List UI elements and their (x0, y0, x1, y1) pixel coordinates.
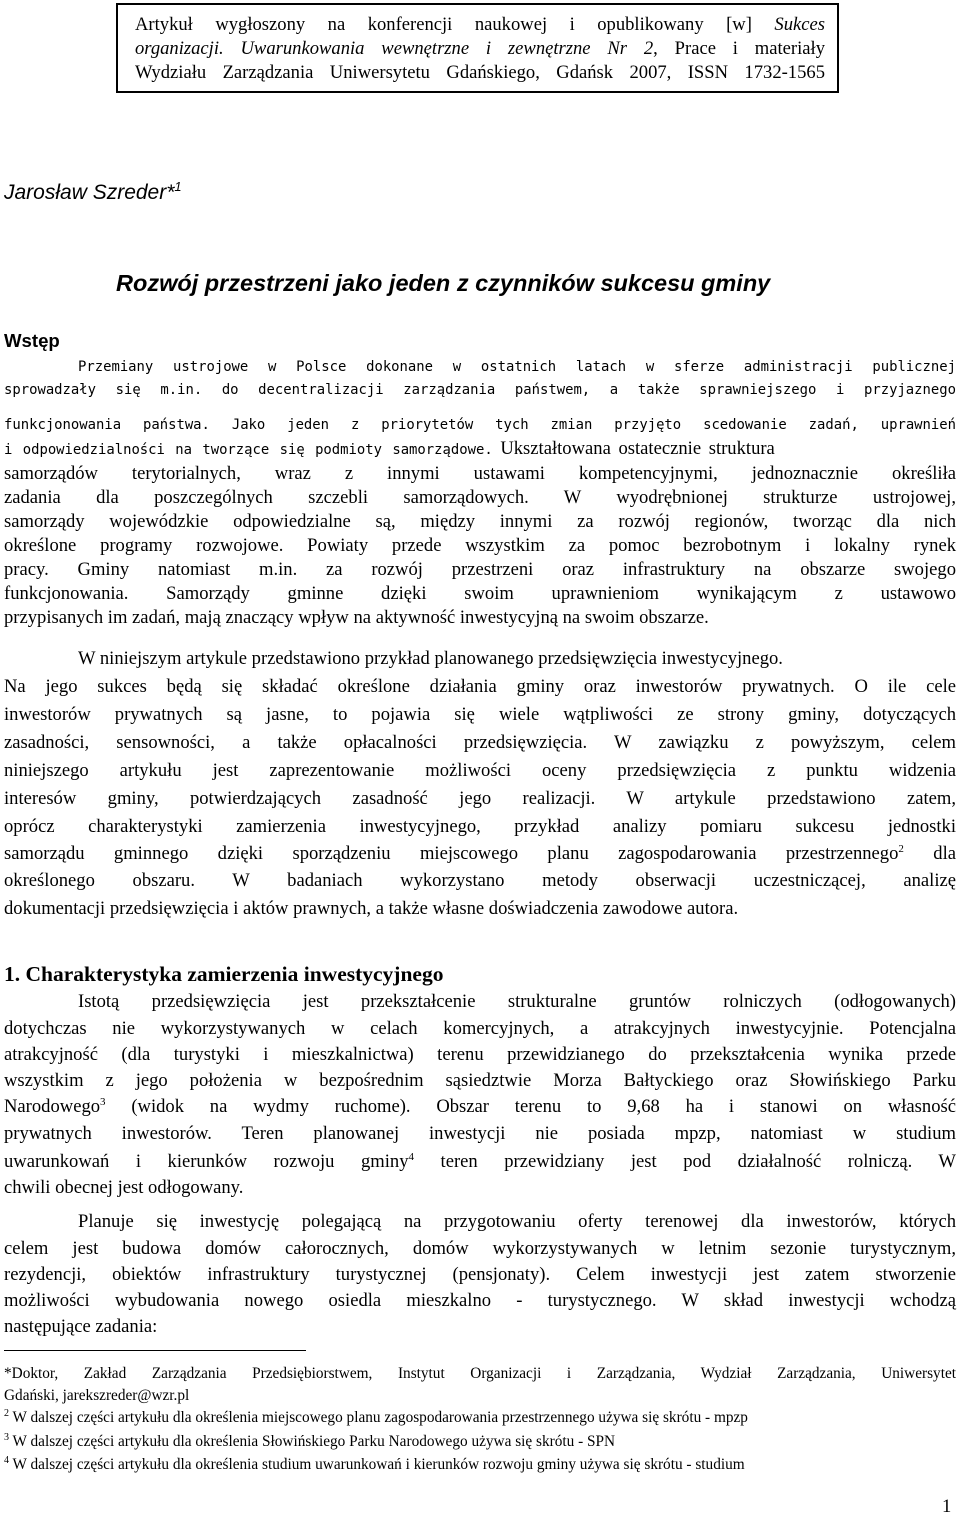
body-line (4, 1095, 956, 1119)
footnote-2 (4, 1408, 748, 1428)
publication-note-italic: Sukces (774, 14, 825, 35)
intro-line (4, 437, 956, 462)
publication-note-italic: organizacji. Uwarunkowania wewnętrzne i zewnętrzne Nr 2 (135, 38, 654, 59)
paper-title: Rozwój przestrzeni jako jeden z czynników sukcesu gminy (116, 270, 771, 296)
body-line (4, 1150, 956, 1174)
intro-line: pracy. Gminy natomiast m.in. za rozwój przestrzeni oraz infrastruktury na obszarze swojego (4, 559, 956, 580)
body-line: celem jest budowa domów całorocznych, domów wykorzystywanych w letnim sezonie turystycznym, (4, 1238, 956, 1259)
publication-note-line-2 (135, 37, 825, 61)
body-text: dla (903, 843, 957, 864)
footnote-4 (4, 1455, 745, 1475)
publication-note-text: Artykuł wygłoszony na konferencji naukowej i opublikowany [w] (135, 14, 775, 35)
body-line: zasadności, sensowności, a także opłacalności przedsięwzięcia. W zawiązku z powyższym, celem (4, 732, 956, 753)
footnote-number: 4 (4, 1455, 9, 1466)
intro-line: funkcjonowania państwa. Jako jeden z priorytetów tych zmian przyjęto scedowanie zadań, uprawnień (4, 417, 956, 433)
body-line: W niniejszym artykule przedstawiono przykład planowanego przedsięwzięcia inwestycyjnego. (78, 648, 783, 669)
footnote-author: *Doktor, Zakład Zarządzania Przedsiębiorstwem, Instytut Organizacji i Zarządzania, Wydział Zarządzania, Uniwersytet (4, 1365, 956, 1382)
footnote-marker: 2 (898, 843, 904, 855)
body-line: dokumentacji przedsięwzięcia i aktów prawnych, a także własne doświadczenia zawodowe autora. (4, 898, 739, 919)
body-text: samorządu gminnego dzięki sporządzeniu miejscowego planu zagospodarowania przestrzennego (4, 843, 899, 864)
body-line: możliwości wybudowania nowego osiedla mieszkalno - turystycznego. W skład inwestycji wchodzą (4, 1290, 956, 1311)
intro-line: Przemiany ustrojowe w Polsce dokonane w ostatnich latach w sferze administracji publicznej (78, 359, 956, 375)
body-line: oprócz charakterystyki zamierzenia inwestycyjnego, przykład analizy pomiaru sukcesu jednostki (4, 816, 956, 837)
body-text: Narodowego (4, 1096, 101, 1117)
intro-line: określone programy rozwojowe. Powiaty przede wszystkim za pomoc bezrobotnym i lokalny rynek (4, 535, 956, 556)
publication-note-line-1 (135, 13, 825, 37)
body-text: teren przewidziany jest pod działalność rolniczą. W (414, 1151, 956, 1172)
body-line: prywatnych inwestorów. Teren planowanej inwestycji nie posiada mpzp, natomiast w studium (4, 1123, 956, 1144)
intro-mono-text: i odpowiedzialności na tworzące się podmioty samorządowe. (4, 442, 493, 458)
author-name (4, 178, 182, 208)
intro-line: samorządy wojewódzkie odpowiedzialne są, między innymi za rozwój regionów, tworząc dla nich (4, 511, 956, 532)
footnote-marker: 3 (100, 1096, 106, 1108)
intro-line: samorządów terytorialnych, wraz z innymi ustawami kompetencyjnymi, jednoznacznie określiła (4, 463, 956, 484)
publication-note-text: , Prace i materiały (653, 38, 825, 59)
intro-line: sprowadzały się m.in. do decentralizacji zarządzania państwem, a także sprawniejszego i przyjaznego (4, 382, 956, 398)
author-name-text: Jarosław Szreder* (4, 181, 175, 204)
body-text: (widok na wydmy ruchome). Obszar terenu to 9,68 ha i stanowi on własność (105, 1096, 956, 1117)
body-line: interesów gminy, potwierdzających zasadność jego realizacji. W artykule przedstawiono zatem, (4, 788, 956, 809)
footnote-separator (4, 1350, 306, 1351)
footnote-text: W dalszej części artykułu dla określenia Słowińskiego Parku Narodowego używa się skrótu - SPN (9, 1433, 616, 1450)
body-line: wszystkim z jego położenia w bezpośrednim sąsiedztwie Morza Bałtyckiego oraz Słowińskiego Parku (4, 1070, 956, 1091)
body-line: atrakcyjność (dla turystyki i mieszkalnictwa) terenu przewidzianego do przekształcenia wynika przede (4, 1044, 956, 1065)
footnote-number: 3 (4, 1432, 9, 1443)
intro-serif-text: Ukształtowana ostatecznie struktura (492, 438, 775, 459)
footnote-number: 2 (4, 1408, 9, 1419)
body-line: następujące zadania: (4, 1316, 158, 1337)
footnote-marker: 4 (408, 1151, 415, 1163)
footnote-text: W dalszej części artykułu dla określenia studium uwarunkowań i kierunków rozwoju gminy używa się skrótu - studium (9, 1456, 745, 1473)
body-line: Na jego sukces będą się składać określone działania gminy oraz inwestorów prywatnych. O ile cele (4, 676, 956, 697)
section-heading-intro: Wstęp (4, 330, 60, 351)
intro-line: zadania dla poszczególnych szczebli samorządowych. W wyodrębnionej strukturze ustrojowej, (4, 487, 956, 508)
body-line: chwili obecnej jest odłogowany. (4, 1177, 244, 1198)
intro-line: funkcjonowania. Samorządy gminne dzięki swoim uprawnieniom wynikającym z ustawowo (4, 583, 956, 604)
section-heading-1: 1. Charakterystyka zamierzenia inwestycyjnego (4, 962, 444, 986)
body-line: inwestorów prywatnych są jasne, to pojawia się wiele wątpliwości ze strony gminy, dotyczących (4, 704, 956, 725)
body-line (4, 842, 956, 866)
body-line: Planuje się inwestycję polegającą na przygotowaniu oferty terenowej dla inwestorów, których (78, 1211, 956, 1232)
footnote-3 (4, 1432, 615, 1452)
body-line: rezydencji, obiektów infrastruktury turystycznej (pensjonaty). Celem inwestycji jest zatem stworzenie (4, 1264, 956, 1285)
body-line: niniejszego artykułu jest zaprezentowanie możliwości oceny przedsięwzięcia z punktu widzenia (4, 760, 956, 781)
footnote-author-cont: Gdański, jarekszreder@wzr.pl (4, 1387, 190, 1404)
footnote-text: W dalszej części artykułu dla określenia miejscowego planu zagospodarowania przestrzennego używa się skrótu - mpzp (9, 1409, 748, 1426)
body-text: uwarunkowań i kierunków rozwoju gminy (4, 1151, 409, 1172)
publication-note-line-3: Wydziału Zarządzania Uniwersytetu Gdańskiego, Gdańsk 2007, ISSN 1732-1565 (135, 62, 825, 83)
page-number: 1 (942, 1496, 952, 1517)
body-line: dotychczas nie wykorzystywanych w celach komercyjnych, a atrakcyjnych inwestycyjnie. Potencjalna (4, 1018, 956, 1039)
body-line: Istotą przedsięwzięcia jest przekształcenie strukturalne gruntów rolniczych (odłogowanych) (78, 991, 956, 1012)
intro-line: przypisanych im zadań, mają znaczący wpływ na aktywność inwestycyjną na swoim obszarze. (4, 607, 709, 628)
body-line: określonego obszaru. W badaniach wykorzystano metody obserwacji uczestniczącej, analizę (4, 870, 956, 891)
author-footnote-marker: 1 (174, 179, 182, 194)
